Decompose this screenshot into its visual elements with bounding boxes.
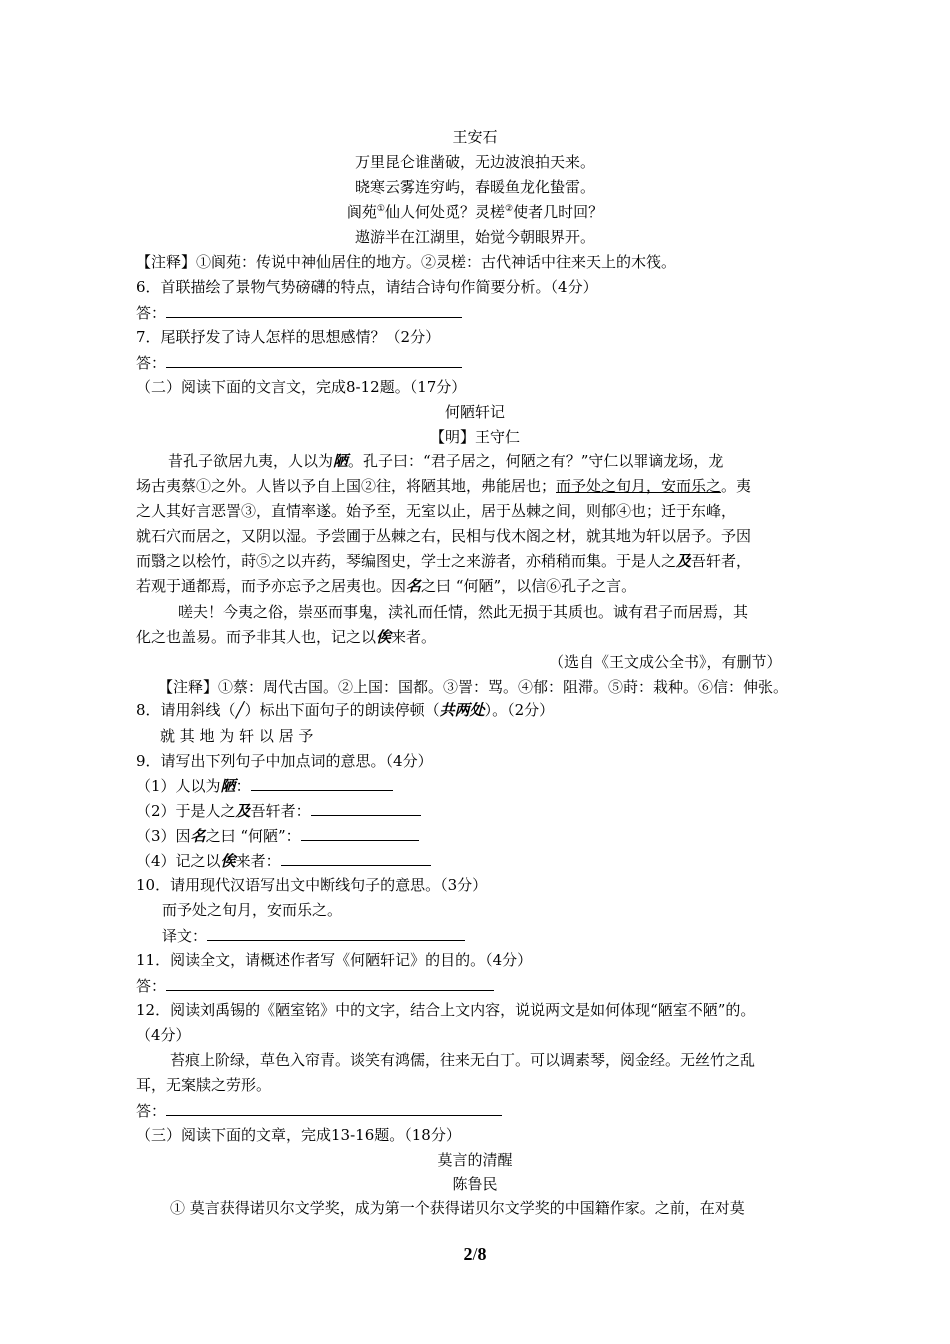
section-2-heading: （二）阅读下面的文言文，完成8-12题。（17分） — [136, 378, 467, 396]
translation-label: 译文： — [162, 927, 208, 945]
answer-blank[interactable] — [281, 850, 431, 866]
emphasized-word: 俟 — [376, 628, 392, 646]
current-page: 2 — [463, 1244, 473, 1264]
question-9-item-1 — [136, 775, 393, 796]
question-9: 9．请写出下列句子中加点词的意思。（4分） — [136, 752, 433, 770]
poem-author: 王安石 — [452, 128, 498, 146]
text-segment: ： — [235, 777, 251, 795]
footnote-marker-1: ① — [376, 204, 385, 214]
text-segment: ）。（2分） — [484, 701, 555, 719]
emphasized-word: 名 — [190, 827, 206, 845]
text-segment: 之曰 “何陋”： — [205, 827, 301, 845]
text-segment: 而翳之以桧竹，莳⑤之以卉药，琴编图史，学士之来游者，亦稍稍而集。于是人之 — [136, 552, 677, 570]
poem-line-4: 遨游半在江湖里，始觉今朝眼界开。 — [354, 228, 595, 246]
essay-author: 【明】王守仁 — [429, 428, 520, 446]
essay-p1-line-5 — [136, 551, 751, 571]
text-segment: 化之也盖易。而予非其人也，记之以 — [136, 628, 377, 646]
poem-line-3-part-a: 阆苑 — [346, 203, 377, 221]
essay-p1-line-1 — [168, 451, 723, 471]
emphasized-word: 陋 — [333, 452, 349, 470]
question-10: 10．请用现代汉语写出文中断线句子的意思。（3分） — [136, 876, 488, 894]
emphasized-word: 名 — [406, 577, 422, 595]
poem-line-1: 万里昆仑谁凿破，无边波浪拍天来。 — [354, 153, 595, 171]
emphasized-word: 陋 — [220, 777, 236, 795]
text-segment: 昔孔子欲居九夷，人以为 — [168, 452, 334, 470]
poem-line-3-part-c: 使者几时回？ — [513, 203, 604, 221]
text-segment: 之曰 “何陋”，以信⑥孔子之言。 — [421, 577, 637, 595]
question-12-answer — [136, 1100, 502, 1121]
text-segment: （3）因 — [136, 827, 191, 845]
quote-line-2: 耳，无案牍之劳形。 — [136, 1076, 272, 1094]
answer-blank[interactable] — [311, 800, 421, 816]
question-11-answer — [136, 975, 494, 996]
question-8 — [136, 700, 554, 720]
page-number — [0, 1244, 950, 1265]
text-segment: 若观于通都焉，而予亦忘予之居夷也。因 — [136, 577, 407, 595]
text-segment: 来者。 — [391, 628, 437, 646]
answer-blank[interactable] — [166, 352, 462, 368]
answer-blank[interactable] — [207, 925, 465, 941]
answer-blank[interactable] — [166, 1100, 502, 1116]
poem-note: 【注释】①阆苑：传说中神仙居住的地方。②灵槎：古代神话中往来天上的木筏。 — [136, 253, 677, 271]
question-12-score: （4分） — [136, 1026, 191, 1044]
text-segment: 。孔子曰：“君子居之，何陋之有？”守仁以罪谪龙场，龙 — [348, 452, 724, 470]
essay-p1-line-2 — [136, 476, 751, 496]
question-7-answer — [136, 352, 462, 373]
answer-blank[interactable] — [166, 302, 462, 318]
question-6-answer — [136, 302, 462, 323]
question-9-item-3 — [136, 825, 419, 846]
article-paragraph-1: ① 莫言获得诺贝尔文学奖，成为第一个获得诺贝尔文学奖的中国籍作家。之前，在对莫 — [170, 1199, 745, 1217]
answer-label: 答： — [136, 354, 167, 372]
poem-line-3 — [0, 202, 950, 222]
answer-label: 答： — [136, 977, 167, 995]
text-segment: （2）于是人之 — [136, 802, 236, 820]
essay-p1-line-3: 之人其好言恶詈③，直情率遂。始予至，无室以止，居于丛棘之间，则郁④也；迁于东峰， — [136, 502, 737, 520]
text-segment: 吾轩者： — [250, 802, 311, 820]
essay-p2-line-2 — [136, 627, 436, 647]
essay-p2-line-1: 嗟夫！今夷之俗，崇巫而事鬼，渎礼而任情，然此无损于其质也。诚有君子而居焉，其 — [178, 603, 749, 621]
article-title: 莫言的清醒 — [437, 1151, 513, 1169]
total-pages: 8 — [477, 1244, 487, 1264]
essay-p1-line-6 — [136, 576, 636, 596]
quote-line-1: 苔痕上阶绿，草色入帘青。谈笑有鸿儒，往来无白丁。可以调素琴，阅金经。无丝竹之乱 — [170, 1051, 756, 1069]
answer-label: 答： — [136, 304, 167, 322]
poem-line-2: 晓寒云雾连穷屿，春暖鱼龙化蛰雷。 — [354, 178, 595, 196]
question-10-translation — [162, 925, 465, 946]
text-segment: （4）记之以 — [136, 852, 221, 870]
question-9-item-2 — [136, 800, 421, 821]
text-segment: 8．请用斜线（╱）标出下面句子的朗读停顿（ — [136, 701, 440, 719]
essay-title: 何陋轩记 — [444, 403, 505, 421]
footnote-marker-2: ② — [505, 204, 514, 214]
text-segment: 来者： — [235, 852, 281, 870]
essay-p1-line-4: 就石穴而居之，又阴以湿。予尝圃于丛棘之右，民相与伐木阁之材，就其地为轩以居予。予因 — [136, 527, 752, 545]
text-segment: 场古夷蔡①之外。人皆以予自上国②往，将陋其地，弗能居也； — [136, 477, 557, 495]
poem-line-3-part-b: 仙人何处觅？灵槎 — [384, 203, 505, 221]
text-segment: （1）人以为 — [136, 777, 221, 795]
question-6: 6．首联描绘了景物气势磅礴的特点，请结合诗句作简要分析。（4分） — [136, 278, 598, 296]
emphasized-word: 及 — [235, 802, 251, 820]
question-9-item-4 — [136, 850, 431, 871]
text-segment: 。夷 — [721, 477, 752, 495]
article-author: 陈鲁民 — [452, 1175, 498, 1193]
question-12: 12．阅读刘禹锡的《陋室铭》中的文字，结合上文内容，说说两文是如何体现“陋室不陋”的。 — [136, 1001, 756, 1019]
section-3-heading: （三）阅读下面的文章，完成13-16题。（18分） — [136, 1126, 461, 1144]
question-8-sentence: 就 其 地 为 轩 以 居 予 — [160, 727, 314, 745]
emphasized-word: 共两处 — [439, 701, 485, 719]
question-10-sentence: 而予处之旬月，安而乐之。 — [162, 901, 343, 919]
emphasized-word: 俟 — [220, 852, 236, 870]
answer-blank[interactable] — [166, 975, 494, 991]
emphasized-word: 及 — [676, 552, 692, 570]
essay-source: （选自《王文成公全书》，有删节） — [549, 653, 782, 671]
question-7: 7．尾联抒发了诗人怎样的思想感情？（2分） — [136, 328, 441, 346]
answer-blank[interactable] — [251, 775, 393, 791]
underlined-sentence: 而予处之旬月，安而乐之 — [556, 477, 722, 495]
text-segment: 吾轩者， — [691, 552, 752, 570]
page-separator: / — [472, 1244, 478, 1264]
essay-notes: 【注释】①蔡：周代古国。②上国：国都。③詈：骂。④郁：阻滞。⑤莳：栽种。⑥信：伸张。 — [158, 678, 789, 696]
answer-blank[interactable] — [301, 825, 419, 841]
question-11: 11．阅读全文，请概述作者写《何陋轩记》的目的。（4分） — [136, 951, 533, 969]
answer-label: 答： — [136, 1102, 167, 1120]
